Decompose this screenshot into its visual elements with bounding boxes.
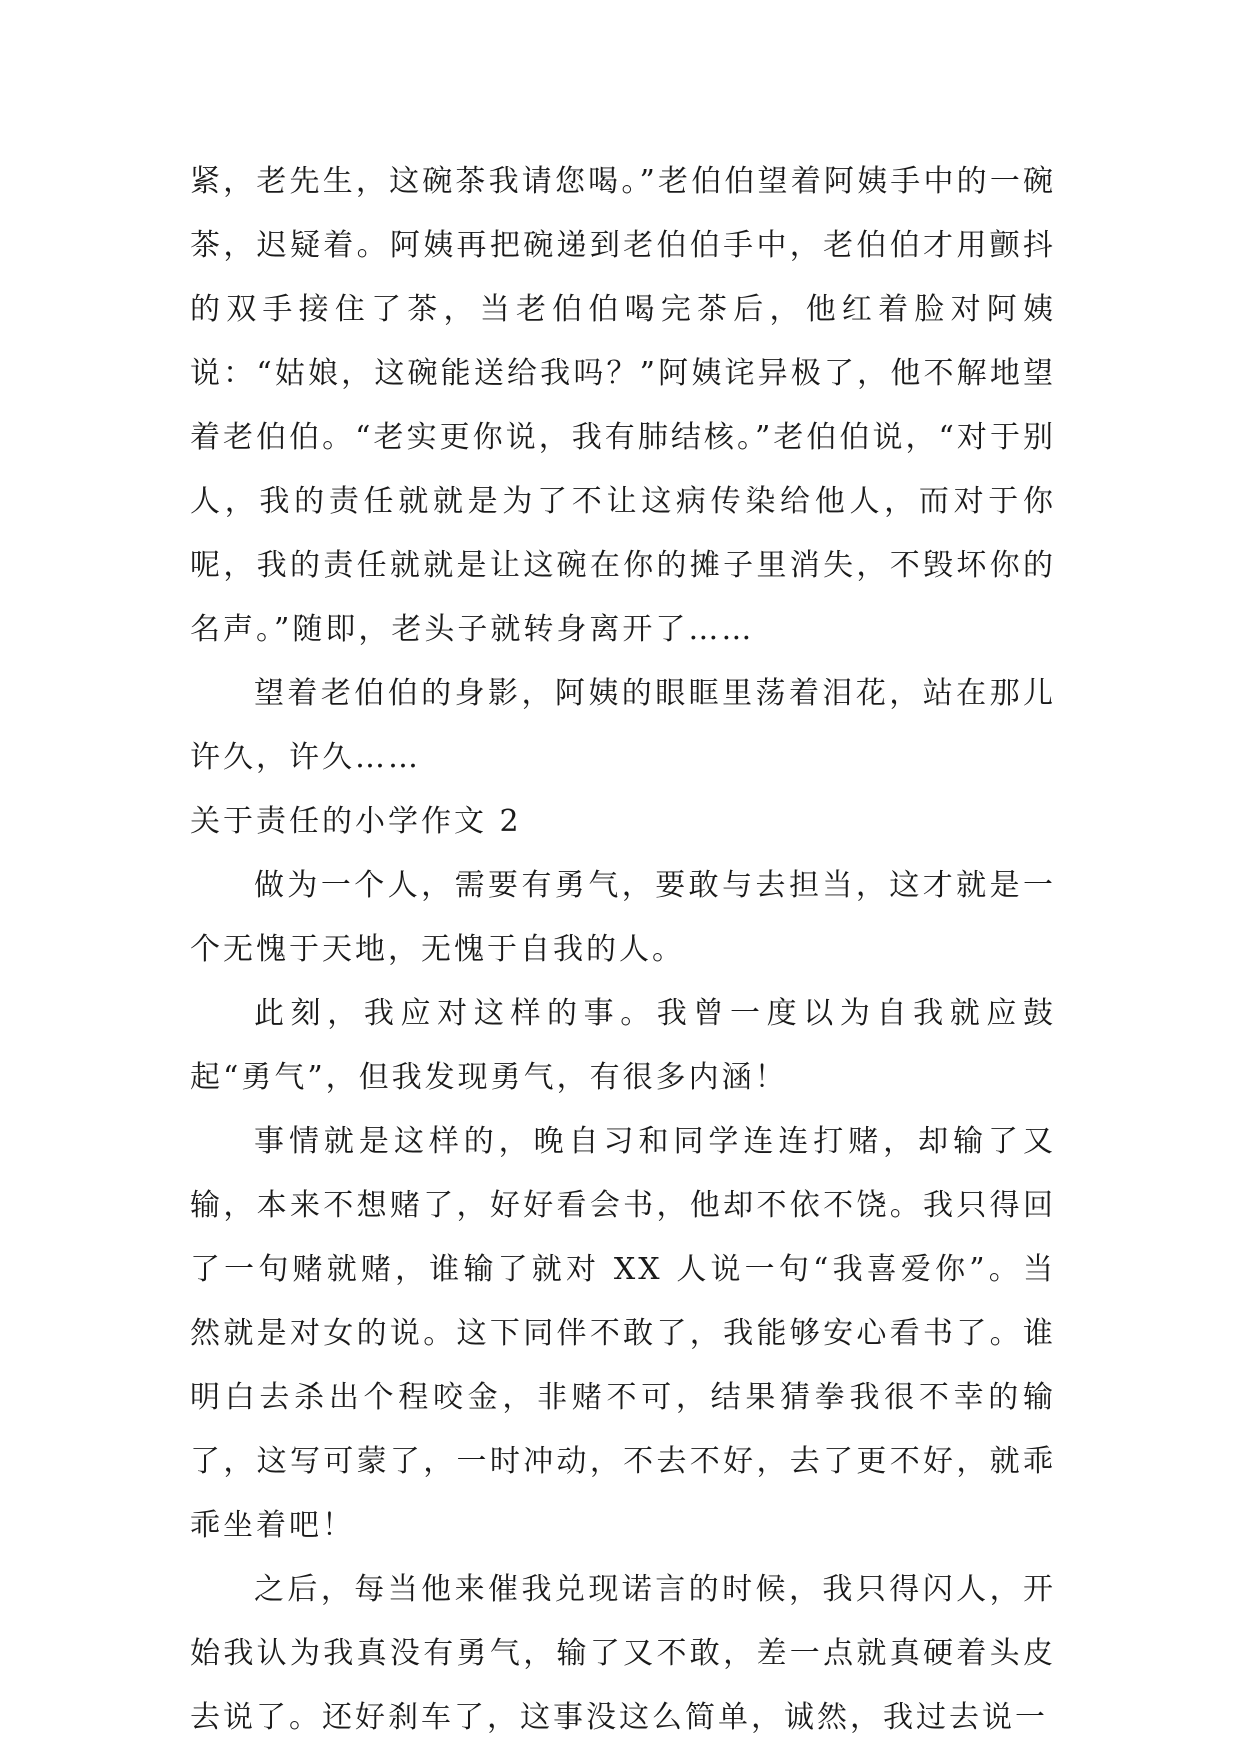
paragraph-story-ending: 望着老伯伯的身影，阿姨的眼眶里荡着泪花，站在那儿许久，许久…… (190, 676, 1056, 775)
paragraph-courage: 此刻，我应对这样的事。我曾一度以为自我就应鼓起“勇气”，但我发现勇气，有很多内涵！ (190, 996, 1056, 1095)
paragraph-aftermath: 之后，每当他来催我兑现诺言的时候，我只得闪人，开始我认为我真没有勇气，输了又不敢，差一点就真硬着头皮去说了。还好刹车了，这事没这么简单，诚然，我过去说一 (190, 1572, 1056, 1735)
paragraph-intro: 做为一个人，需要有勇气，要敢与去担当，这才就是一个无愧于天地，无愧于自我的人。 (190, 868, 1056, 967)
paragraph-story-continuation: 紧，老先生，这碗茶我请您喝。”老伯伯望着阿姨手中的一碗茶，迟疑着。阿姨再把碗递到老伯伯手中，老伯伯才用颤抖的双手接住了茶，当老伯伯喝完茶后，他红着脸对阿姨说：“姑娘，这碗能送给我吗？”阿姨诧异极了，他不解地望着老伯伯。“老实更你说，我有肺结核。”老伯伯说，“对于别人，我的责任就就是为了不让这病传染给他人，而对于你呢，我的责任就就是让这碗在你的摊子里消失，不毁坏你的名声。”随即，老头子就转身离开了…… (190, 164, 1056, 647)
section-heading: 关于责任的小学作文 2 (190, 804, 522, 839)
document-page (190, 150, 1056, 1750)
paragraph-bet-story: 事情就是这样的，晚自习和同学连连打赌，却输了又输，本来不想赌了，好好看会书，他却不依不饶。我只得回了一句赌就赌，谁输了就对 XX 人说一句“我喜爱你”。当然就是对女的说。这下同伴不敢了，我能够安心看书了。谁明白去杀出个程咬金，非赌不可，结果猜拳我很不幸的输了，这写可蒙了，一时冲动，不去不好，去了更不好，就乖乖坐着吧！ (190, 1124, 1056, 1543)
